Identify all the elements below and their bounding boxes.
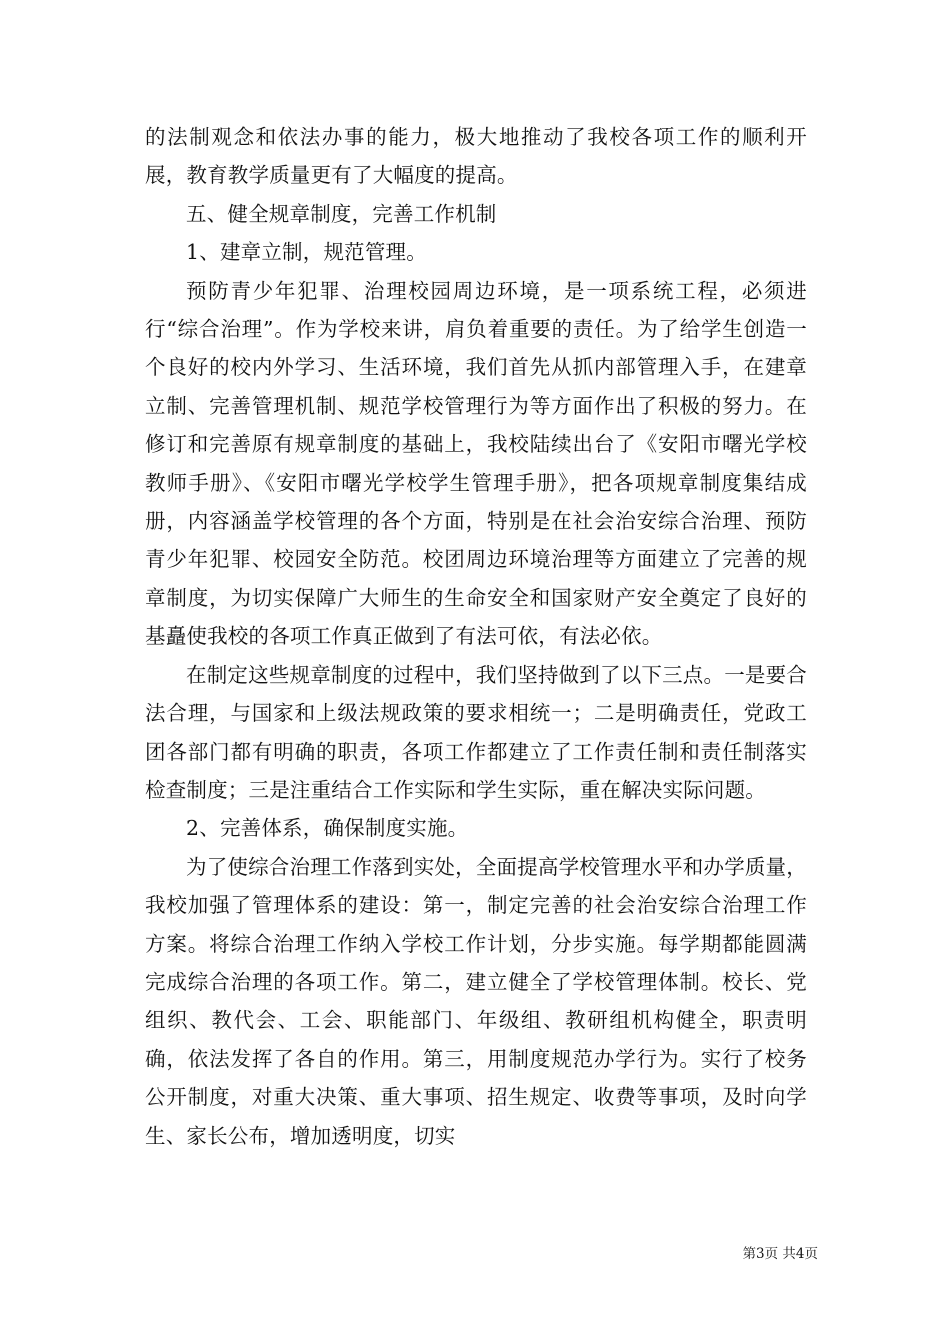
paragraph: 的法制观念和依法办事的能力，极大地推动了我校各项工作的顺利开展，教育教学质量更有了大幅度的提高。 [145, 125, 807, 188]
paragraph: 为了使综合治理工作落到实处，全面提高学校管理水平和办学质量，我校加强了管理体系的建设：第一，制定完善的社会治安综合治理工作方案。将综合治理工作纳入学校工作计划，分步实施。每学期都能圆满完成综合治理的各项工作。第二，建立健全了学校管理体制。校长、党组织、教代会、工会、职能部门、年级组、教研组机构健全，职责明确，依法发挥了各自的作用。第三，用制度规范办学行为。实行了校务公开制度，对重大决策、重大事项、招生规定、收费等事项，及时向学生、家长公布，增加透明度，切实 [145, 854, 807, 1148]
subsection-heading: 2、完善体系，确保制度实施。 [186, 816, 469, 841]
footer-prefix: 第 [742, 1246, 757, 1262]
paragraph: 预防青少年犯罪、治理校园周边环境，是一项系统工程，必须进行“综合治理”。作为学校来讲，肩负着重要的责任。为了给学生创造一个良好的校内外学习、生活环境，我们首先从抓内部管理入手，在建章立制、完善管理机制、规范学校管理行为等方面作出了积极的努力。在修订和完善原有规章制度的基础上，我校陆续出台了《安阳市曙光学校教师手册》、《安阳市曙光学校学生管理手册》，把各项规章制度集结成册，内容涵盖学校管理的各个方面，特别是在社会治安综合治理、预防青少年犯罪、校园安全防范。校团周边环境治理等方面建立了完善的规章制度，为切实保障广大师生的生命安全和国家财产安全奠定了良好的基矗使我校的各项工作真正做到了有法可依，有法必依。 [145, 278, 807, 649]
footer-total-pages: 4 [795, 1246, 805, 1262]
subsection-heading: 1、建章立制，规范管理。 [186, 240, 427, 265]
footer-current-page: 3 [756, 1246, 765, 1262]
footer-suffix: 页 [804, 1246, 818, 1262]
document-body [145, 118, 807, 1155]
footer-mid: 页 共 [764, 1246, 796, 1262]
paragraph: 在制定这些规章制度的过程中，我们坚持做到了以下三点。一是要合法合理，与国家和上级法规政策的要求相统一；二是明确责任，党政工团各部门都有明确的职责，各项工作都建立了工作责任制和责任制落实检查制度；三是注重结合工作实际和学生实际，重在解决实际问题。 [145, 662, 807, 802]
page-footer [743, 1245, 818, 1263]
section-heading: 五、健全规章制度，完善工作机制 [186, 201, 497, 226]
